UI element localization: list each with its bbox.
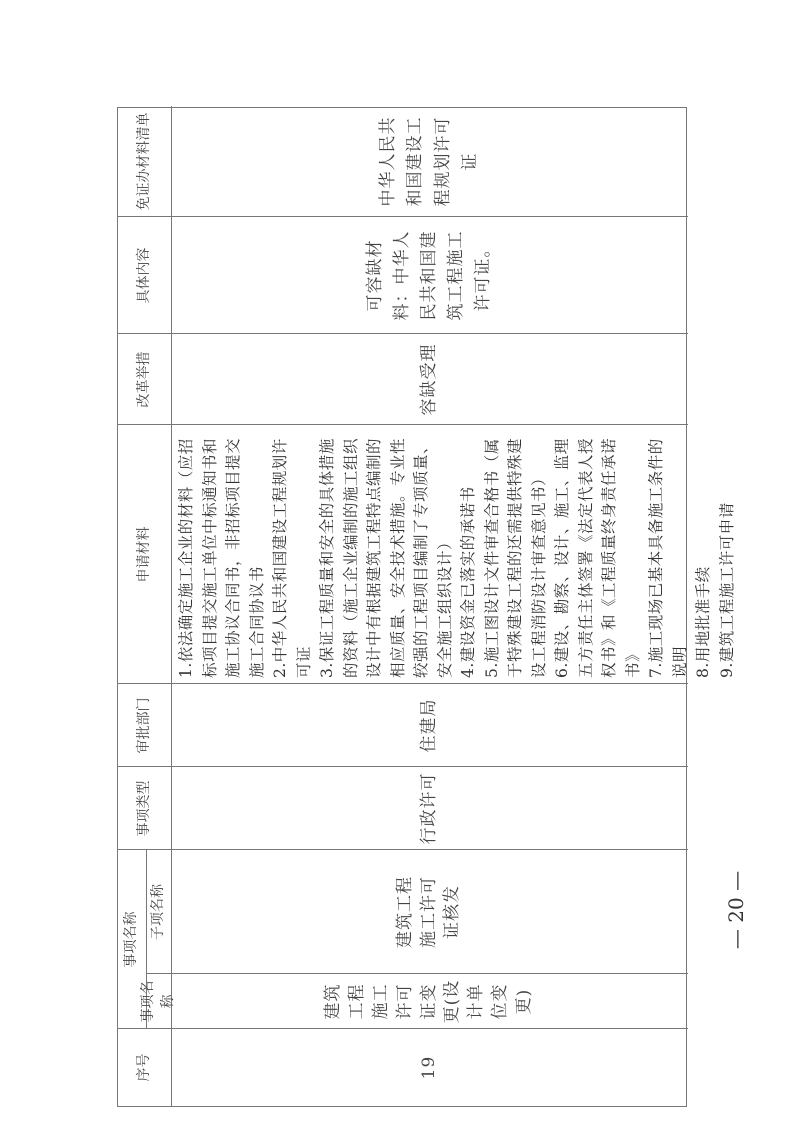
header-item-name-group: 事项名称 bbox=[123, 911, 140, 968]
row-reform: 容缺受理 bbox=[418, 343, 439, 416]
header-details: 具体内容 bbox=[135, 247, 152, 304]
row-details: 可容缺材料：中华人民共和国建筑工程施工许可证。 bbox=[364, 230, 494, 321]
row-index: 19 bbox=[418, 1055, 439, 1080]
row-exempt-list: 中华人民共和国建设工程规划许可证 bbox=[378, 116, 480, 207]
header-exempt-list: 免证办材料清单 bbox=[135, 112, 152, 211]
header-item-type: 事项类型 bbox=[135, 780, 152, 837]
row-item-type: 行政许可 bbox=[418, 772, 439, 845]
row-item-name: 建筑工程施工许可证变更(设计单位变更) bbox=[323, 979, 534, 1024]
header-item-name: 事项名称 bbox=[139, 980, 176, 1023]
header-index: 序号 bbox=[135, 1053, 152, 1082]
header-department: 审批部门 bbox=[135, 697, 152, 754]
header-reform: 改革举措 bbox=[135, 351, 152, 408]
row-sub-item-name: 建筑工程施工许可证核发 bbox=[394, 876, 463, 948]
page-number: — 20 — bbox=[724, 870, 748, 950]
header-sub-item-name: 子项名称 bbox=[149, 884, 166, 940]
row-materials: 1.依法确定施工企业的材料（应招标项目提交施工单位中标通知书和施工协议合同书，非招标项目提交施工合同协议书 2.中华人民共和国建设工程规划许可证 3.保证工程质量和安全的具体措施的资料（施工企业编制的施工组织设计中有根据建筑工程特点编制的相应质量、安全技术措施。专业性较强的工程项目编制了专项质量、安全施工组织设计） 4.建设资金已落实的承诺书 5.施工图设计文件审查合格书（属于特殊建设工程的还需提供特殊建设工程消防设计审查意见书） 6.建设、勘察、设计、施工、监理五方责任主体签署《法定代表人授权书》和《工程质量终身责任承诺书》 7.施工现场已基本具备施工条件的说明 8.用地批准手续 9.建筑工程施工许可申请 bbox=[177, 437, 736, 678]
row-department: 住建局 bbox=[418, 698, 439, 753]
header-materials: 申请材料 bbox=[135, 526, 152, 583]
